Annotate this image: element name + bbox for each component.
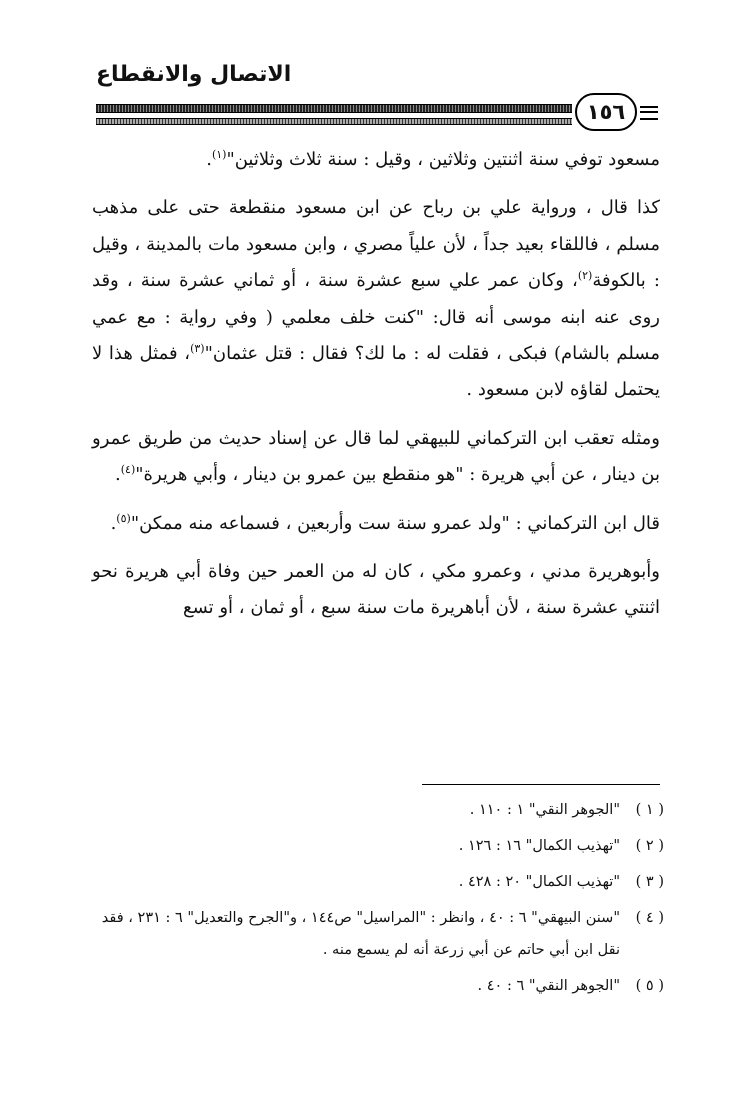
running-title: الاتصال والانقطاع bbox=[96, 62, 292, 87]
footnote-ref: (٥) bbox=[116, 511, 131, 525]
footnote-2 bbox=[92, 836, 664, 856]
footnote-ref: (٢) bbox=[577, 269, 593, 283]
paragraph-text: مسعود توفي سنة اثنتين وثلاثين ، وقيل : سنة ثلاث وثلاثين" bbox=[226, 149, 660, 170]
header-rule-right bbox=[640, 106, 658, 120]
footnote-number: ( ٣ ) bbox=[635, 874, 664, 890]
footnote-number: ( ١ ) bbox=[635, 802, 664, 818]
paragraph-text: كذا قال ، ورواية علي بن رباح عن ابن مسعود منقطعة حتى على مذهب مسلم ، فاللقاء بعيد جداً ، لأن علياً مصري ، وابن مسعود مات بالمدينة ، وقيل : بالكوفة bbox=[92, 197, 660, 292]
header-rule-top bbox=[96, 104, 572, 113]
footnote-1 bbox=[92, 800, 664, 820]
footnote-text: "تهذيب الكمال" ٢٠ : ٤٢٨ . bbox=[458, 874, 620, 890]
footnote-ref: (٣) bbox=[190, 342, 205, 356]
paragraph-tail: . bbox=[110, 512, 117, 534]
paragraph-tail: ، فمثل هذا لا يحتمل لقاؤه لابن مسعود . bbox=[92, 343, 660, 401]
footnote-number: ( ٥ ) bbox=[635, 978, 664, 994]
footnote-ref: (١) bbox=[211, 148, 227, 161]
footnote-text: "تهذيب الكمال" ١٦ : ١٢٦ . bbox=[458, 838, 620, 854]
footnote-line-2: نقل ابن أبي حاتم عن أبي زرعة أنه لم يسمع منه . bbox=[322, 942, 620, 958]
paragraph-tail: . bbox=[206, 149, 212, 170]
paragraph-4 bbox=[92, 506, 660, 542]
footnote-line-1: "سنن البيهقي" ٦ : ٤٠ ، وانظر : "المراسيل" ص١٤٤ ، و"الجرح والتعديل" ٦ : ٢٣١ ، فقد bbox=[101, 910, 620, 926]
header-rule-bottom bbox=[96, 118, 572, 125]
footnote-ref: (٤) bbox=[120, 463, 136, 477]
paragraph-tail: ، وكان عمر علي سبع عشرة سنة ، أو ثماني عشرة سنة ، وقد روى عنه ابنه موسى أنه قال: "كنت خلف معلمي ( وفي رواية : مع عمي مسلم بالشام) فبكى ، فقلت له : ما لك؟ فقال : قتل عثمان" bbox=[92, 270, 660, 365]
footnote-text: "الجوهر النقي" ٦ : ٤٠ . bbox=[477, 978, 620, 994]
paragraph-text: وأبوهريرة مدني ، وعمرو مكي ، كان له من العمر حين وفاة أبي هريرة نحو اثنتي عشرة سنة ، لأن أباهريرة مات سنة سبع ، أو ثمان ، أو تسع bbox=[92, 561, 660, 619]
footnote-5 bbox=[92, 976, 664, 996]
footnote-3 bbox=[92, 872, 664, 892]
paragraph-1 bbox=[92, 142, 660, 178]
footnote-number: ( ٢ ) bbox=[635, 838, 664, 854]
paragraph-5 bbox=[92, 554, 660, 627]
paragraph-2 bbox=[92, 190, 660, 408]
footnote-separator bbox=[422, 784, 660, 785]
footnote-text bbox=[92, 908, 620, 960]
page-number: ١٥٦ bbox=[575, 93, 637, 131]
main-text bbox=[92, 142, 660, 639]
footnotes bbox=[92, 800, 664, 1012]
paragraph-tail: . bbox=[115, 464, 121, 486]
footnote-text: "الجوهر النقي" ١ : ١١٠ . bbox=[469, 802, 620, 818]
paragraph-3 bbox=[92, 421, 660, 494]
paragraph-text: ومثله تعقب ابن التركماني للبيهقي لما قال عن إسناد حديث من طريق عمرو بن دينار ، عن أبي هريرة : "هو منقطع بين عمرو بن دينار ، وأبي هريرة" bbox=[92, 427, 660, 486]
footnote-4 bbox=[92, 908, 664, 960]
paragraph-text: قال ابن التركماني : "ولد عمرو سنة ست وأربعين ، فسماعه منه ممكن" bbox=[130, 512, 660, 534]
footnote-number: ( ٤ ) bbox=[635, 910, 664, 926]
